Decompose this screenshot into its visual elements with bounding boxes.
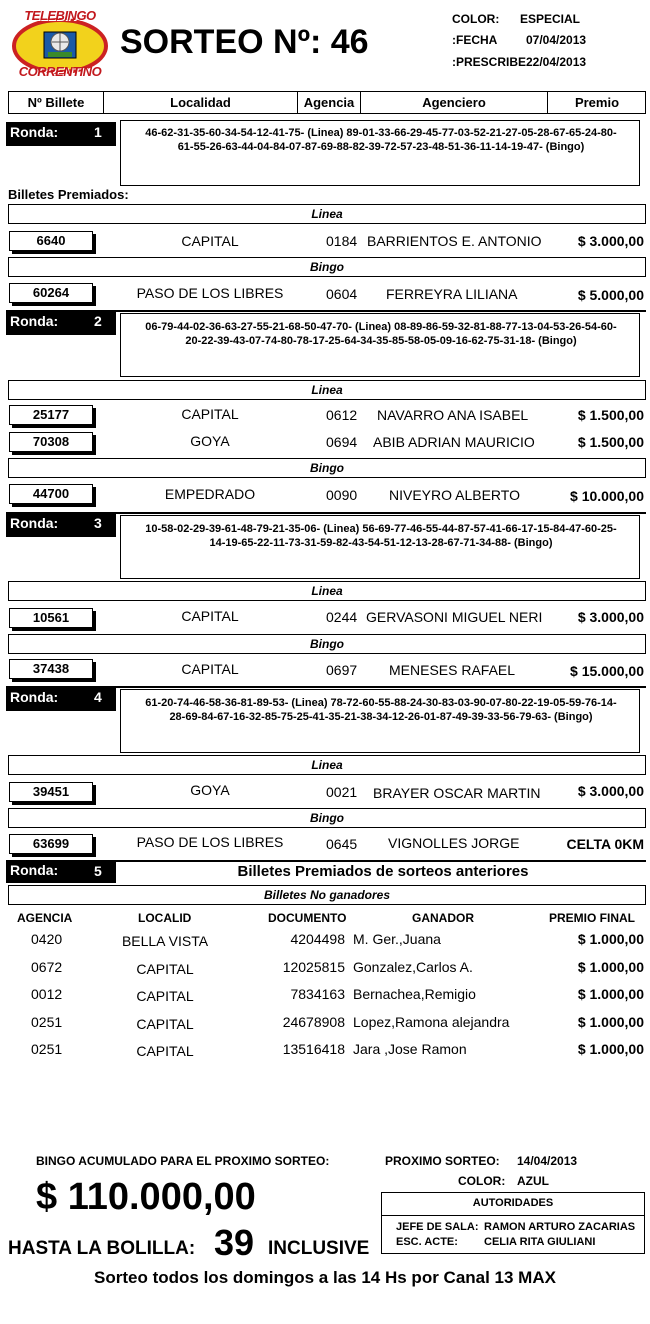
- round-3-linea-agencia: 0244: [326, 609, 358, 625]
- col-agencia: AGENCIA: [17, 911, 73, 925]
- round-4-bingo-ticket: 63699: [9, 834, 93, 854]
- round-4-linea-premio: $ 3.000,00: [577, 783, 644, 799]
- cell-documento: 13516418: [282, 1041, 345, 1057]
- cell-agencia: 0672: [31, 958, 63, 975]
- jefe-label: JEFE DE SALA:: [396, 1221, 479, 1233]
- round-2-linea-ticket-1: 25177: [9, 405, 93, 425]
- round-1-bingo-ticket: 60264: [9, 283, 93, 303]
- cell-premio: $ 1.000,00: [577, 1041, 644, 1057]
- page-title: SORTEO Nº: 46: [120, 23, 369, 61]
- cell-documento: 12025815: [282, 958, 345, 975]
- round-2-linea-agenciero-2: ABIB ADRIAN MAURICIO: [373, 434, 535, 450]
- round-2-linea-localidad-2: GOYA: [190, 433, 230, 449]
- cell-ganador: Bernachea,Remigio: [353, 986, 476, 1002]
- round-3-numbers: 10-58-02-29-39-61-48-79-21-35-06- (Linea) 56-69-77-46-55-44-87-57-41-66-17-15-84-47-60-25-14-19-65-22-11-73-31-59-82-43-54-51-12-13-28-67-71-34-88- (Bingo): [145, 523, 617, 549]
- cell-agencia: 0012: [31, 986, 63, 1002]
- meta-fecha-value: 07/04/2013: [526, 33, 587, 47]
- round-1-bingo-bar: Bingo: [8, 257, 646, 277]
- round-2-bingo-localidad: EMPEDRADO: [164, 486, 256, 502]
- bolilla-number: 39: [214, 1222, 255, 1263]
- meta-color-label: COLOR:: [452, 12, 500, 26]
- cell-ganador: Lopez,Ramona alejandra: [353, 1013, 510, 1030]
- autoridades-title: AUTORIDADES: [472, 1197, 554, 1209]
- round-4-bingo-agencia: 0645: [326, 836, 358, 852]
- jefe-value: RAMON ARTURO ZACARIAS: [484, 1221, 636, 1233]
- round-2-linea-localidad-1: CAPITAL: [181, 406, 239, 422]
- meta-color-value: ESPECIAL: [520, 12, 581, 26]
- logo-line1: TELEBINGO: [24, 8, 96, 23]
- meta-prescribe-label: :PRESCRIBE: [452, 55, 527, 69]
- cell-localidad: BELLA VISTA: [121, 933, 209, 949]
- round-4-linea-agencia: 0021: [326, 784, 358, 800]
- round-4-bingo-agenciero: VIGNOLLES JORGE: [388, 835, 520, 851]
- round-2-numbers-box: [120, 313, 640, 377]
- esc-value: CELIA RITA GIULIANI: [484, 1236, 596, 1248]
- round-3-numbers-box: [120, 515, 640, 579]
- cell-premio: $ 1.000,00: [577, 931, 644, 947]
- round-4-linea-ticket: 39451: [9, 782, 93, 802]
- round-4-linea-bar: Linea: [8, 755, 646, 775]
- cell-agencia: 0420: [31, 931, 63, 947]
- round-3-bingo-premio: $ 15.000,00: [570, 663, 644, 679]
- round-2-linea-agencia-2: 0694: [326, 434, 358, 450]
- table-header: [8, 91, 646, 114]
- header-localidad: Localidad: [170, 95, 231, 110]
- round-1-numbers-box: [120, 120, 640, 186]
- round-4-bingo-localidad: PASO DE LOS LIBRES: [136, 834, 284, 850]
- round-4-bingo-premio: CELTA 0KM: [566, 836, 644, 852]
- proximo-value: 14/04/2013: [517, 1154, 578, 1168]
- acumulado-label: BINGO ACUMULADO PARA EL PROXIMO SORTEO:: [36, 1154, 330, 1168]
- cell-documento: 24678908: [282, 1013, 345, 1030]
- cell-premio: $ 1.000,00: [577, 1013, 644, 1030]
- round-5-subtitle-bar: Billetes No ganadores: [8, 885, 646, 905]
- ronda-label-2: Ronda: 2: [6, 311, 116, 335]
- round-2-numbers: 06-79-44-02-36-63-27-55-21-68-50-47-70- (Linea) 08-89-86-59-32-81-88-77-13-04-53-26-54-60-20-22-39-43-07-74-80-78-17-25-64-34-35-85-58-05-09-16-62-75-31-18- (Bingo): [145, 321, 617, 347]
- round-1-linea-ticket: 6640: [9, 231, 93, 251]
- round-1-linea-premio: $ 3.000,00: [577, 233, 644, 249]
- col-localidad: LOCALID: [138, 911, 192, 925]
- cell-localidad: CAPITAL: [136, 1043, 194, 1059]
- round-3-linea-agenciero: GERVASONI MIGUEL NERI: [366, 609, 543, 625]
- round-4-bingo-bar: Bingo: [8, 808, 646, 828]
- logo: [8, 6, 112, 84]
- cell-agencia: 0251: [31, 1041, 63, 1057]
- header-premio: Premio: [574, 95, 620, 110]
- header-agencia: Agencia: [303, 95, 355, 110]
- round-3-bingo-bar: Bingo: [8, 634, 646, 654]
- cell-documento: 7834163: [290, 986, 345, 1002]
- meta-prescribe-value: 22/04/2013: [526, 55, 587, 69]
- acumulado-value: $ 110.000,00: [36, 1176, 256, 1218]
- round-3-bingo-agencia: 0697: [326, 662, 358, 678]
- col-premio: PREMIO FINAL: [549, 911, 635, 925]
- round-2-bingo-agencia: 0090: [326, 487, 358, 503]
- meta-fecha-label: :FECHA: [452, 33, 498, 47]
- round-3-linea-ticket: 10561: [9, 608, 93, 628]
- round-3-linea-premio: $ 3.000,00: [577, 609, 644, 625]
- round-2-bingo-bar: Bingo: [8, 458, 646, 478]
- cell-ganador: Jara ,Jose Ramon: [353, 1041, 467, 1057]
- billetes-premiados-label: Billetes Premiados:: [8, 187, 129, 202]
- header-agenciero: Agenciero: [422, 95, 486, 110]
- logo-line2: CORRENTINO: [18, 64, 102, 79]
- round-2-bingo-agenciero: NIVEYRO ALBERTO: [389, 487, 520, 503]
- sorteo-schedule: Sorteo todos los domingos a las 14 Hs por Canal 13 MAX: [94, 1268, 556, 1287]
- round-3-bingo-ticket: 37438: [9, 659, 93, 679]
- round-5-title: Billetes Premiados de sorteos anteriores: [237, 863, 529, 880]
- round-4-linea-agenciero: BRAYER OSCAR MARTIN: [373, 785, 541, 801]
- ronda-label-5: Ronda: 5: [6, 861, 116, 883]
- cell-localidad: CAPITAL: [136, 1015, 194, 1032]
- next-color-value: AZUL: [517, 1174, 549, 1188]
- round-4-linea-localidad: GOYA: [190, 782, 230, 798]
- round-1-linea-bar: Linea: [8, 204, 646, 224]
- round-2-linea-premio-2: $ 1.500,00: [577, 434, 644, 450]
- cell-localidad: CAPITAL: [136, 988, 194, 1004]
- round-1-numbers: 46-62-31-35-60-34-54-12-41-75- (Linea) 89-01-33-66-29-45-77-03-52-21-27-05-28-67-65-24-80-61-55-26-63-44-04-84-07-87-69-88-82-39-72-57-23-48-51-36-11-14-19-47- (Bingo): [145, 127, 617, 153]
- round-3-bingo-agenciero: MENESES RAFAEL: [389, 662, 516, 678]
- next-color-label: COLOR:: [458, 1174, 506, 1188]
- esc-label: ESC. ACTE:: [396, 1236, 458, 1248]
- round-1-bingo-agencia: 0604: [326, 286, 358, 302]
- inclusive-label: INCLUSIVE: [268, 1238, 370, 1259]
- round-1-bingo-agenciero: FERREYRA LILIANA: [386, 286, 518, 302]
- round-1-bingo-premio: $ 5.000,00: [577, 287, 644, 303]
- col-documento: DOCUMENTO: [268, 911, 347, 925]
- round-1-bingo-localidad: PASO DE LOS LIBRES: [136, 285, 284, 301]
- cell-ganador: M. Ger.,Juana: [353, 931, 441, 947]
- cell-agencia: 0251: [31, 1013, 63, 1030]
- col-ganador: GANADOR: [412, 911, 474, 925]
- proximo-label: PROXIMO SORTEO:: [385, 1154, 500, 1168]
- round-4-numbers-box: [120, 689, 640, 753]
- cell-premio: $ 1.000,00: [577, 958, 644, 975]
- round-2-bingo-premio: $ 10.000,00: [570, 488, 644, 504]
- header-billete: Nº Billete: [27, 95, 85, 110]
- round-2-linea-bar: Linea: [8, 380, 646, 400]
- round-2-linea-agencia-1: 0612: [326, 407, 358, 423]
- round-3-bingo-localidad: CAPITAL: [181, 661, 239, 677]
- ronda-label-3: Ronda: 3: [6, 513, 116, 537]
- hasta-label: HASTA LA BOLILLA:: [8, 1238, 196, 1259]
- round-1-linea-localidad: CAPITAL: [181, 233, 239, 249]
- ronda-label-1: Ronda: 1: [6, 122, 116, 146]
- round-1-linea-agencia: 0184: [326, 233, 358, 249]
- autoridades-box: [381, 1192, 645, 1254]
- cell-ganador: Gonzalez,Carlos A.: [353, 958, 473, 975]
- cell-premio: $ 1.000,00: [577, 986, 644, 1002]
- round-4-numbers: 61-20-74-46-58-36-81-89-53- (Linea) 78-72-60-55-88-24-30-83-03-90-07-80-22-19-05-59-76-14-28-69-84-67-16-32-85-75-25-41-35-21-38-34-12-26-01-87-49-39-33-56-79-63- (Bingo): [145, 697, 617, 723]
- round-2-linea-premio-1: $ 1.500,00: [577, 407, 644, 423]
- round-3-linea-localidad: CAPITAL: [181, 608, 239, 624]
- ronda-label-4: Ronda: 4: [6, 687, 116, 711]
- cell-documento: 4204498: [290, 931, 345, 947]
- round-2-linea-ticket-2: 70308: [9, 432, 93, 452]
- round-3-linea-bar: Linea: [8, 581, 646, 601]
- cell-localidad: CAPITAL: [136, 960, 194, 977]
- round-2-linea-agenciero-1: NAVARRO ANA ISABEL: [377, 407, 529, 423]
- round-2-bingo-ticket: 44700: [9, 484, 93, 504]
- round-1-linea-agenciero: BARRIENTOS E. ANTONIO: [367, 233, 542, 249]
